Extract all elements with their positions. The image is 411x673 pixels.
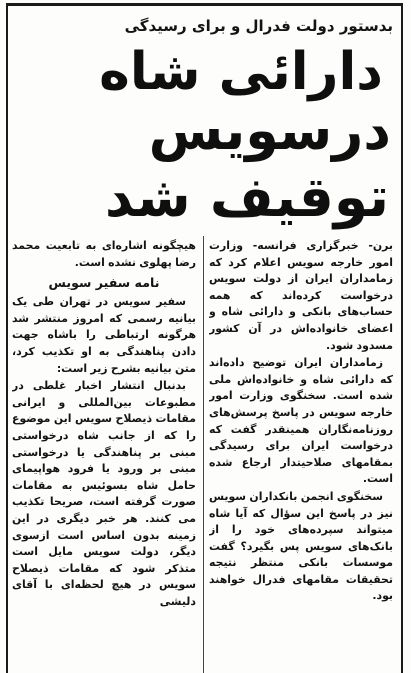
top-border-rule (6, 3, 403, 6)
headline-line-3: توقیف شد (104, 165, 389, 229)
paragraph: هیچگونه اشاره‌ای به تابعیت محمد رضا پهلوی نشده است. (12, 239, 196, 269)
paragraph: سخنگوی انجمن بانکداران سویس نیز در پاسخ این سؤال که آیا شاه میتواند سپرده‌های خود را از بانک‌های سویس پس بگیرد؟ گفت موسسات بانکی منتظر نتیجه تحقیقات مقامهای فدرال خواهند بود. (209, 489, 393, 603)
right-border-rule (401, 3, 403, 673)
paragraph: برن- خبرگزاری فرانسه- وزارت امور خارجه سویس اعلام کرد که زمامداران ایران از دولت سویس درخواست کرده‌اند که همه حساب‌های بانکی و دارائی شاه و اعضای خانواده‌اش در آن کشور مسدود شود. (209, 239, 393, 352)
headline-line-1: دارائی شاه (99, 42, 383, 102)
column-divider (203, 236, 204, 673)
paragraph: زمامداران ایران توضیح داده‌اند که دارائی شاه و خانواده‌اش ملی شده است. سخنگوی وزارت امور خارجه سویس در پاسخ پرسش‌های روزنامه‌نگاران همینقدر گفت که درخواست ایران برای رسیدگی بمقامهای صلاحیتدار ارجاع شده است. (209, 356, 393, 486)
headline-line-2: درسویس (148, 99, 391, 162)
article-column-left (12, 238, 196, 673)
paragraph: بدنبال انتشار اخبار غلطی در مطبوعات بین‌المللی و ایرانی مقامات ذیصلاح سویس این موضوع را که از جانب شاه درخواستی مبنی بر پناهندگی یا درخواستی مبنی بر ورود یا فرود هواپیمای حامل شاه بسوئیس به مقامات صورت گرفته است، صریحا تکذیب می کنند. هر خبر دیگری در این زمینه بدون اساس است ازسوی دیگر، دولت سویس مایل است متذکر شود که مقامات ذیصلاح سویس در هیچ لحظه‌ای با آقای دلیشی (12, 379, 196, 608)
left-border-rule (6, 3, 8, 673)
article-kicker: بدستور دولت فدرال و برای رسیدگی (124, 17, 393, 35)
article-column-right (209, 238, 393, 673)
paragraph: سفیر سویس در تهران طی یک بیانیه رسمی که امروز منتشر شد هرگونه ارتباطی را باشاه جهت دادن پناهندگی به او تکذیب کرد، متن بیانیه بشرح زیر است: (12, 295, 196, 375)
section-subhead: نامه سفیر سویس (48, 275, 160, 291)
